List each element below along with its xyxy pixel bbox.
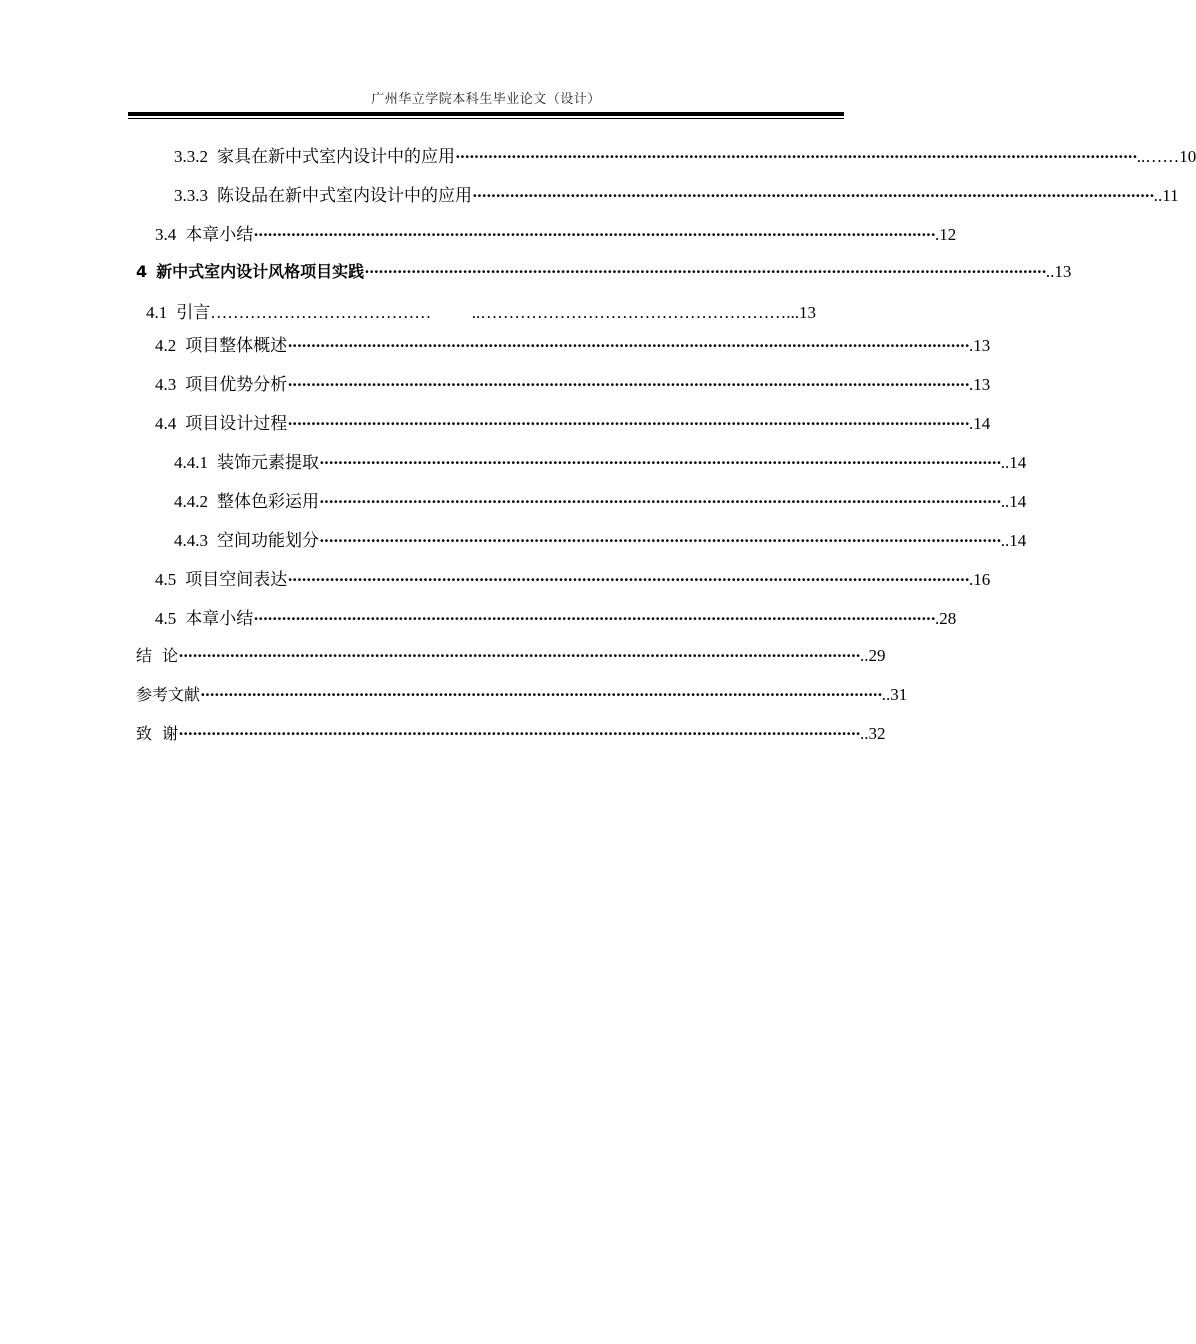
toc-page-number: .12 xyxy=(935,225,957,244)
toc-entry-3-3-2[interactable] xyxy=(174,142,1196,166)
toc-number: 4.4 xyxy=(155,414,177,433)
toc-title: 项目整体概述 xyxy=(185,336,288,355)
toc-dot-leader: ·················································································································································· xyxy=(455,147,1137,166)
toc-entry-4-5-summary[interactable] xyxy=(155,604,957,628)
toc-entry-4-4-3[interactable] xyxy=(174,526,1027,550)
toc-title: 项目设计过程 xyxy=(185,414,288,433)
toc-page-number: ..14 xyxy=(1000,531,1027,550)
toc-title: 项目空间表达 xyxy=(185,570,288,589)
toc-entry-acknowledgements[interactable] xyxy=(136,721,886,745)
toc-number: 4.1 xyxy=(146,303,168,322)
toc-dot-leader: ·················································································································································· xyxy=(287,570,969,589)
toc-number: 4.5 xyxy=(155,570,177,589)
toc-title: 致 谢 xyxy=(136,724,179,743)
toc-title: 参考文献 xyxy=(136,685,201,704)
toc-dot-leader: ·················································································································································· xyxy=(319,492,1001,511)
toc-entry-conclusion[interactable] xyxy=(136,643,886,667)
toc-title: 整体色彩运用 xyxy=(217,492,319,511)
toc-page-number: .13 xyxy=(969,336,991,355)
toc-entry-references[interactable] xyxy=(136,682,908,706)
toc-dot-leader: ·················································································································································· xyxy=(364,262,1046,281)
toc-title: 本章小结 xyxy=(185,609,254,628)
toc-dot-leader: ·················································································································································· xyxy=(178,646,860,665)
running-header: 广州华立学院本科生毕业论文（设计） xyxy=(371,91,601,106)
toc-page-number: .13 xyxy=(969,375,991,394)
toc-number: 4.5 xyxy=(155,609,177,628)
toc-dot-leader: ………………………………… xyxy=(210,303,432,322)
toc-number: 4.3 xyxy=(155,375,177,394)
toc-dot-leader: ·················································································································································· xyxy=(472,186,1154,205)
toc-dot-leader: ·················································································································································· xyxy=(253,225,935,244)
toc-dot-leader: ·················································································································································· xyxy=(178,724,860,743)
toc-entry-chapter-4[interactable] xyxy=(136,259,1072,283)
toc-title: 本章小结 xyxy=(185,225,254,244)
toc-dot-leader: ·················································································································································· xyxy=(287,336,969,355)
toc-page-number: ..14 xyxy=(1000,453,1027,472)
toc-dot-leader: ·················································································································································· xyxy=(319,453,1001,472)
toc-entry-4-5[interactable] xyxy=(155,565,991,589)
toc-dot-leader: ·················································································································································· xyxy=(287,414,969,433)
toc-number: 4.4.3 xyxy=(174,531,208,550)
toc-page-number: ..29 xyxy=(859,646,886,665)
toc-page-number: ..………………………………………………...13 xyxy=(471,303,816,322)
toc-title: 新中式室内设计风格项目实践 xyxy=(156,262,365,281)
toc-entry-3-4[interactable] xyxy=(155,220,957,244)
toc-entry-4-4[interactable] xyxy=(155,409,991,433)
toc-page-number: .28 xyxy=(935,609,957,628)
toc-title: 装饰元素提取 xyxy=(217,453,319,472)
toc-page-number: ..14 xyxy=(1000,492,1027,511)
toc-title: 空间功能划分 xyxy=(217,531,319,550)
toc-page-number: ..32 xyxy=(859,724,886,743)
header-rule xyxy=(128,112,844,116)
toc-title: 引言 xyxy=(176,303,211,322)
toc-number: 3.3.2 xyxy=(174,147,208,166)
toc-entry-4-4-1[interactable] xyxy=(174,448,1027,472)
toc-dot-leader: ·················································································································································· xyxy=(287,375,969,394)
toc-title: 陈设品在新中式室内设计中的应用 xyxy=(217,186,472,205)
header-rule-thin xyxy=(128,118,844,119)
toc-dot-leader: ·················································································································································· xyxy=(200,685,882,704)
toc-title: 结 论 xyxy=(136,646,179,665)
toc-number: 4.4.2 xyxy=(174,492,208,511)
toc-dot-leader: ·················································································································································· xyxy=(253,609,935,628)
toc-number: 4.2 xyxy=(155,336,177,355)
toc-entry-4-4-2[interactable] xyxy=(174,487,1027,511)
toc-page-number: ..11 xyxy=(1153,186,1179,205)
toc-entry-4-1[interactable] xyxy=(146,298,816,322)
toc-title: 项目优势分析 xyxy=(185,375,288,394)
toc-entry-4-3[interactable] xyxy=(155,370,991,394)
toc-page-number: ..13 xyxy=(1045,262,1072,281)
toc-number: 4.4.1 xyxy=(174,453,208,472)
toc-entry-3-3-3[interactable] xyxy=(174,181,1179,205)
toc-number: 3.4 xyxy=(155,225,177,244)
toc-page-number: ..31 xyxy=(881,685,908,704)
toc-page-number: ..……10 xyxy=(1136,147,1196,166)
toc-entry-4-2[interactable] xyxy=(155,331,991,355)
toc-page-number: .16 xyxy=(969,570,991,589)
toc-number: 4 xyxy=(136,262,148,281)
toc-dot-leader: ·················································································································································· xyxy=(319,531,1001,550)
toc-page-number: .14 xyxy=(969,414,991,433)
toc-number: 3.3.3 xyxy=(174,186,208,205)
toc-title: 家具在新中式室内设计中的应用 xyxy=(217,147,455,166)
